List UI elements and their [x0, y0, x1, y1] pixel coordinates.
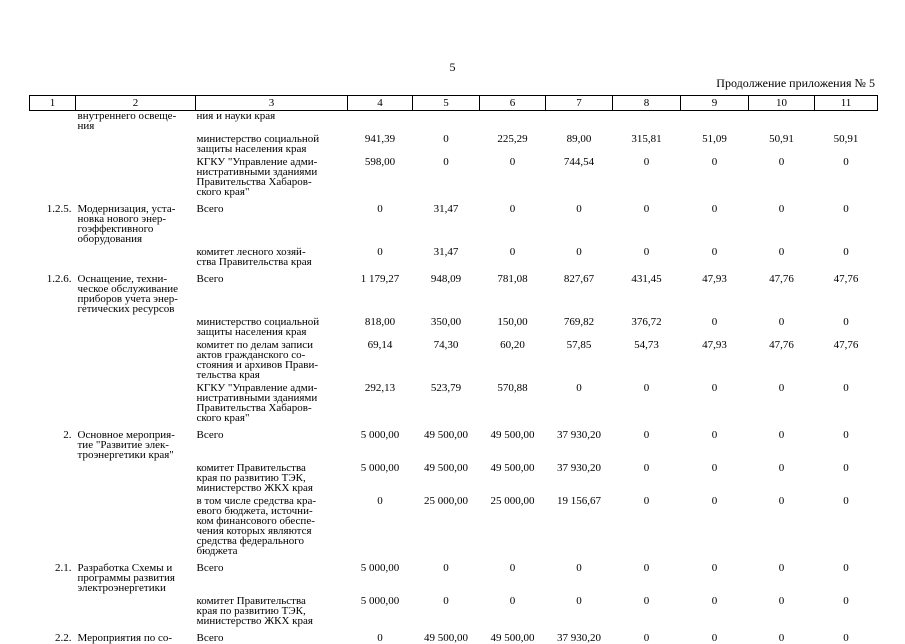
column-header: 10: [749, 96, 815, 111]
value-cell: 0: [509, 562, 516, 574]
value-cell: 315,81: [631, 133, 662, 145]
table-row: [30, 337, 878, 380]
value-cell: 0: [711, 562, 718, 574]
value-cell: [815, 111, 878, 132]
value-cell: 292,13: [364, 382, 396, 394]
value-cell: 47,76: [833, 339, 859, 351]
activity-name-cell: [76, 460, 196, 493]
value-cell: 0: [778, 316, 785, 328]
value-cell: 0: [711, 156, 718, 168]
value-cell: [348, 111, 413, 132]
value-cell: 31,47: [433, 246, 459, 258]
activity-name-cell: [76, 131, 196, 154]
value-cell: 0: [509, 246, 516, 258]
column-header: 4: [348, 96, 413, 111]
value-cell: 598,00: [364, 156, 396, 168]
value-cell: 0: [643, 203, 650, 215]
table-row: [30, 131, 878, 154]
value-cell: 0: [576, 246, 582, 258]
executor-cell: министерство социальной защиты населения края: [196, 133, 320, 155]
value-cell: 0: [443, 562, 449, 574]
value-cell: 0: [711, 429, 718, 441]
value-cell: 37 930,20: [557, 429, 601, 441]
value-cell: 0: [843, 632, 849, 644]
value-cell: 0: [576, 203, 582, 215]
item-number-cell: [30, 111, 76, 132]
value-cell: 769,82: [563, 316, 595, 328]
activity-name-cell: [76, 244, 196, 267]
value-cell: [749, 111, 815, 132]
table-body: [30, 111, 878, 644]
executor-cell: комитет лесного хозяй- ства Правительства края: [196, 246, 312, 268]
value-cell: 0: [643, 595, 650, 607]
value-cell: 941,39: [364, 133, 396, 145]
value-cell: 47,76: [769, 273, 794, 285]
value-cell: 0: [509, 203, 516, 215]
executor-cell: Всего: [196, 203, 224, 215]
budget-table: [29, 95, 878, 643]
activity-name-cell: Модернизация, уста- новка нового энер- гоэффективного оборудования: [77, 203, 176, 245]
value-cell: 0: [778, 156, 785, 168]
value-cell: 0: [778, 562, 785, 574]
value-cell: 0: [643, 462, 650, 474]
value-cell: 57,85: [566, 339, 592, 351]
item-number-cell: 1.2.5.: [46, 203, 72, 215]
value-cell: 0: [843, 595, 849, 607]
value-cell: 5 000,00: [360, 562, 400, 574]
activity-name-cell: [76, 380, 196, 423]
activity-name-cell: [76, 314, 196, 337]
table-row: [30, 111, 878, 132]
value-cell: 0: [711, 203, 718, 215]
value-cell: 0: [711, 382, 718, 394]
value-cell: 0: [711, 495, 718, 507]
column-header: 6: [480, 96, 546, 111]
value-cell: 0: [843, 429, 849, 441]
value-cell: 49 500,00: [424, 429, 468, 441]
executor-cell: комитет Правительства края по развитию ТЭК, министерство ЖКХ края: [196, 462, 313, 494]
value-cell: 47,76: [833, 273, 859, 285]
value-cell: 0: [377, 632, 383, 644]
value-cell: 25 000,00: [490, 495, 535, 507]
value-cell: 948,09: [430, 273, 462, 285]
value-cell: 0: [443, 133, 449, 145]
value-cell: 5 000,00: [360, 429, 400, 441]
value-cell: 37 930,20: [557, 462, 601, 474]
value-cell: 781,08: [497, 273, 528, 285]
activity-name-cell: Оснащение, техни- ческое обслуживание приборов учета энер- гетических ресурсов: [77, 273, 179, 315]
value-cell: 1 179,27: [360, 273, 400, 285]
value-cell: 0: [377, 203, 383, 215]
value-cell: 50,91: [769, 133, 794, 145]
table-row: [30, 560, 878, 593]
value-cell: 0: [843, 246, 849, 258]
value-cell: 376,72: [631, 316, 662, 328]
header-row: [30, 96, 878, 111]
value-cell: 19 156,67: [557, 495, 601, 507]
value-cell: 47,93: [702, 273, 727, 285]
activity-name-cell: [76, 337, 196, 380]
column-header: 3: [196, 96, 348, 111]
value-cell: 0: [778, 429, 785, 441]
value-cell: 0: [443, 156, 449, 168]
value-cell: 0: [778, 462, 785, 474]
table-row: [30, 427, 878, 460]
item-number-cell: [30, 244, 76, 267]
value-cell: 89,00: [566, 133, 592, 145]
value-cell: 0: [643, 562, 650, 574]
value-cell: 0: [711, 316, 718, 328]
value-cell: 0: [643, 246, 650, 258]
value-cell: 0: [843, 462, 849, 474]
table-row: [30, 493, 878, 556]
value-cell: 49 500,00: [490, 429, 535, 441]
value-cell: 49 500,00: [424, 462, 468, 474]
table-row: [30, 201, 878, 244]
value-cell: 0: [509, 156, 516, 168]
value-cell: 0: [643, 632, 650, 644]
value-cell: 54,73: [634, 339, 659, 351]
value-cell: 0: [778, 632, 785, 644]
value-cell: 60,20: [500, 339, 525, 351]
value-cell: 0: [711, 632, 718, 644]
value-cell: 431,45: [631, 273, 662, 285]
value-cell: 49 500,00: [424, 632, 468, 644]
value-cell: [546, 111, 613, 132]
value-cell: 0: [643, 495, 650, 507]
value-cell: 31,47: [433, 203, 459, 215]
table-row: [30, 380, 878, 423]
activity-name-cell: [76, 493, 196, 556]
item-number-cell: [30, 493, 76, 556]
value-cell: 570,88: [497, 382, 528, 394]
value-cell: 744,54: [563, 156, 595, 168]
page-number: 5: [449, 60, 456, 74]
value-cell: 0: [778, 203, 785, 215]
continuation-caption: Продолжение приложения № 5: [716, 76, 875, 90]
value-cell: 0: [711, 462, 718, 474]
value-cell: 150,00: [497, 316, 528, 328]
activity-name-cell: Основное мероприя- тие "Развитие элек- троэнергетики края": [77, 429, 175, 461]
item-number-cell: [30, 314, 76, 337]
value-cell: 0: [643, 382, 650, 394]
value-cell: 0: [778, 382, 785, 394]
value-cell: 0: [377, 495, 383, 507]
column-header: 11: [815, 96, 878, 111]
table-row: [30, 593, 878, 626]
value-cell: 827,67: [563, 273, 595, 285]
value-cell: 50,91: [833, 133, 859, 145]
value-cell: [413, 111, 480, 132]
column-header: 1: [30, 96, 76, 111]
value-cell: 0: [711, 595, 718, 607]
value-cell: 0: [576, 595, 582, 607]
column-header: 8: [613, 96, 681, 111]
value-cell: 0: [843, 495, 849, 507]
item-number-cell: [30, 337, 76, 380]
item-number-cell: 1.2.6.: [46, 273, 72, 285]
value-cell: 0: [778, 495, 785, 507]
executor-cell: Всего: [196, 429, 224, 441]
executor-cell: министерство социальной защиты населения края: [196, 316, 320, 338]
value-cell: 0: [843, 316, 849, 328]
value-cell: 5 000,00: [360, 595, 400, 607]
column-header: 9: [681, 96, 749, 111]
value-cell: 69,14: [367, 339, 393, 351]
value-cell: 37 930,20: [557, 632, 601, 644]
item-number-cell: 2.: [63, 429, 72, 441]
value-cell: 0: [643, 429, 650, 441]
value-cell: 0: [509, 595, 516, 607]
activity-name-cell: Мероприятия по со-: [77, 632, 173, 644]
value-cell: 47,93: [702, 339, 727, 351]
column-header: 2: [76, 96, 196, 111]
value-cell: 0: [843, 562, 849, 574]
item-number-cell: [30, 460, 76, 493]
value-cell: 47,76: [769, 339, 794, 351]
table-row: [30, 271, 878, 314]
table-row: [30, 630, 878, 643]
value-cell: 350,00: [430, 316, 462, 328]
item-number-cell: 2.1.: [55, 562, 72, 574]
value-cell: 523,79: [430, 382, 462, 394]
value-cell: 74,30: [433, 339, 459, 351]
executor-cell: комитет по делам записи актов гражданского со- стояния и архивов Прави- тельства края: [196, 339, 319, 381]
value-cell: [613, 111, 681, 132]
table-row: [30, 154, 878, 197]
value-cell: 0: [843, 382, 849, 394]
table-row: [30, 314, 878, 337]
activity-name-cell: Разработка Схемы и программы развития электроэнергетики: [77, 562, 175, 594]
executor-cell: ния и науки края: [196, 110, 276, 122]
value-cell: 5 000,00: [360, 462, 400, 474]
item-number-cell: [30, 154, 76, 197]
executor-cell: КГКУ "Управление адми- нистративными зданиями Правительства Хабаров- ского края": [196, 382, 318, 424]
value-cell: 0: [443, 595, 449, 607]
item-number-cell: [30, 593, 76, 626]
value-cell: 0: [778, 595, 785, 607]
value-cell: 0: [843, 203, 849, 215]
value-cell: 0: [778, 246, 785, 258]
item-number-cell: 2.2.: [55, 632, 72, 644]
value-cell: 49 500,00: [490, 462, 535, 474]
value-cell: 0: [576, 562, 582, 574]
activity-name-cell: [76, 154, 196, 197]
value-cell: 0: [643, 156, 650, 168]
value-cell: [681, 111, 749, 132]
executor-cell: в том числе средства кра- евого бюджета, источни- ком финансового обеспе- чения которых являются средства федерального бюджета: [196, 495, 317, 557]
executor-cell: Всего: [196, 562, 224, 574]
executor-cell: КГКУ "Управление адми- нистративными зданиями Правительства Хабаров- ского края": [196, 156, 318, 198]
activity-name-cell: [76, 593, 196, 626]
value-cell: [480, 111, 546, 132]
value-cell: 49 500,00: [490, 632, 535, 644]
value-cell: 25 000,00: [424, 495, 468, 507]
executor-cell: Всего: [196, 273, 224, 285]
executor-cell: комитет Правительства края по развитию ТЭК, министерство ЖКХ края: [196, 595, 313, 627]
activity-name-cell: внутреннего освеще- ния: [77, 110, 177, 132]
table-row: [30, 460, 878, 493]
value-cell: 818,00: [364, 316, 396, 328]
value-cell: 0: [843, 156, 849, 168]
value-cell: 0: [576, 382, 582, 394]
value-cell: 51,09: [702, 133, 727, 145]
value-cell: 225,29: [497, 133, 528, 145]
column-header: 5: [413, 96, 480, 111]
item-number-cell: [30, 131, 76, 154]
item-number-cell: [30, 380, 76, 423]
table-row: [30, 244, 878, 267]
column-header: 7: [546, 96, 613, 111]
value-cell: 0: [711, 246, 718, 258]
executor-cell: Всего: [196, 632, 224, 644]
value-cell: 0: [377, 246, 383, 258]
